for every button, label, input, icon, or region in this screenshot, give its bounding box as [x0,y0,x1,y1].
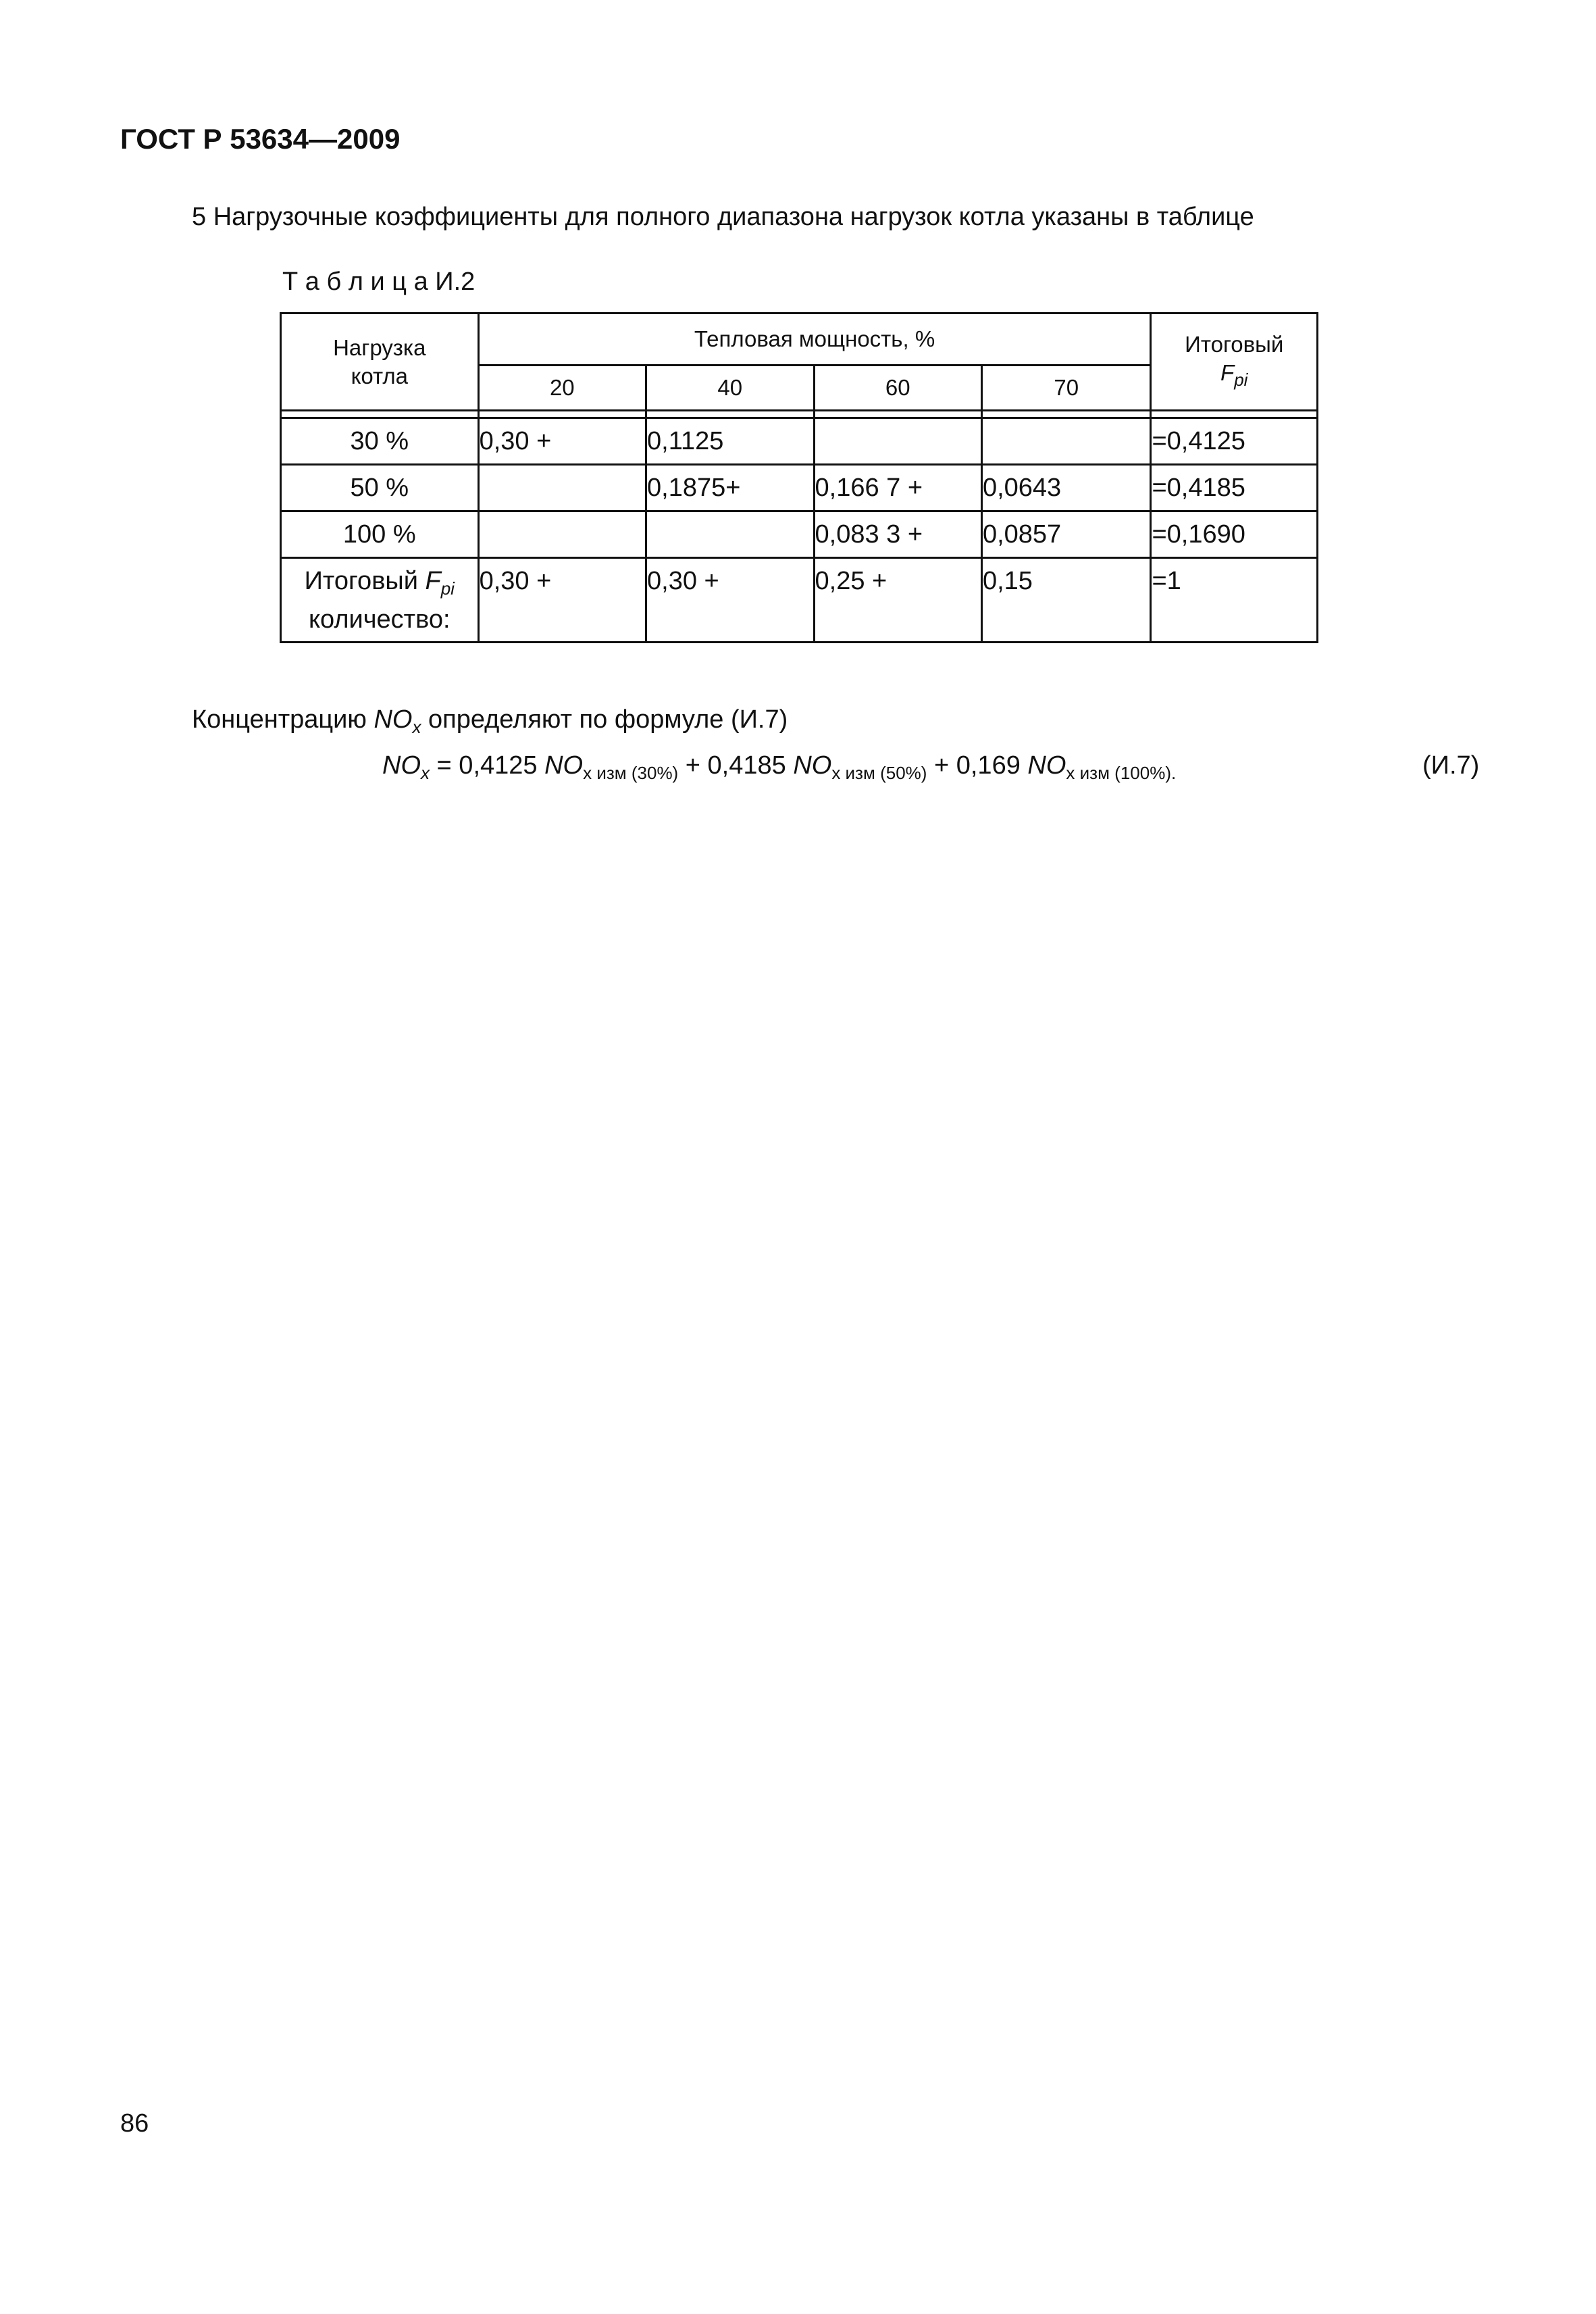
table-caption: Т а б л и ц а И.2 [282,268,475,296]
header-pct-70: 70 [981,366,1151,411]
cell-total: =0,4125 [1151,418,1318,465]
cell-60: 0,083 3 + [814,511,981,558]
cell-60 [814,418,981,465]
summary-total: =1 [1151,558,1318,643]
summary-40: 0,30 + [646,558,814,643]
cell-20 [478,511,646,558]
cell-total: =0,1690 [1151,511,1318,558]
table-row [281,465,1318,511]
equation-number: (И.7) [1422,751,1480,780]
document-header: ГОСТ Р 53634—2009 [120,123,401,155]
header-pct-60: 60 [814,366,981,411]
table-row [281,418,1318,465]
formula-intro: Концентрацию $NO_x$ определяют по формуле (И.7) [192,705,788,737]
table-row-summary [281,558,1318,643]
cell-20: 0,30 + [478,418,646,465]
row-load: 50 % [281,465,479,511]
header-thermal-power: Тепловая мощность, % [478,313,1151,366]
cell-70: 0,0857 [981,511,1151,558]
summary-20: 0,30 + [478,558,646,643]
page-number: 86 [120,2109,149,2138]
header-separator [281,411,1318,418]
summary-60: 0,25 + [814,558,981,643]
summary-70: 0,15 [981,558,1151,643]
cell-total: =0,4185 [1151,465,1318,511]
cell-40: 0,1875+ [646,465,814,511]
cell-70 [981,418,1151,465]
header-load: Нагрузка котла [281,313,479,411]
cell-40: 0,1125 [646,418,814,465]
header-total-fpi: Итоговый $F_{pi}$ [1151,313,1318,411]
cell-60: 0,166 7 + [814,465,981,511]
intro-paragraph: 5 Нагрузочные коэффициенты для полного диапазона нагрузок котла указаны в таблице [192,203,1254,231]
cell-40 [646,511,814,558]
formula-i7: $NO_x = 0,4125$ $NO_{x изм (30\%)} + 0,4185$ $NO_{x изм (50\%)} + 0,169$ $NO_{x изм (100\%).}$ [382,751,1177,783]
header-pct-20: 20 [478,366,646,411]
cell-70: 0,0643 [981,465,1151,511]
header-pct-40: 40 [646,366,814,411]
load-coefficients-table [280,312,1318,643]
row-load: 30 % [281,418,479,465]
row-load: 100 % [281,511,479,558]
summary-label: Итоговый $F_{pi}$ количество: [281,558,479,643]
cell-20 [478,465,646,511]
table-row [281,511,1318,558]
